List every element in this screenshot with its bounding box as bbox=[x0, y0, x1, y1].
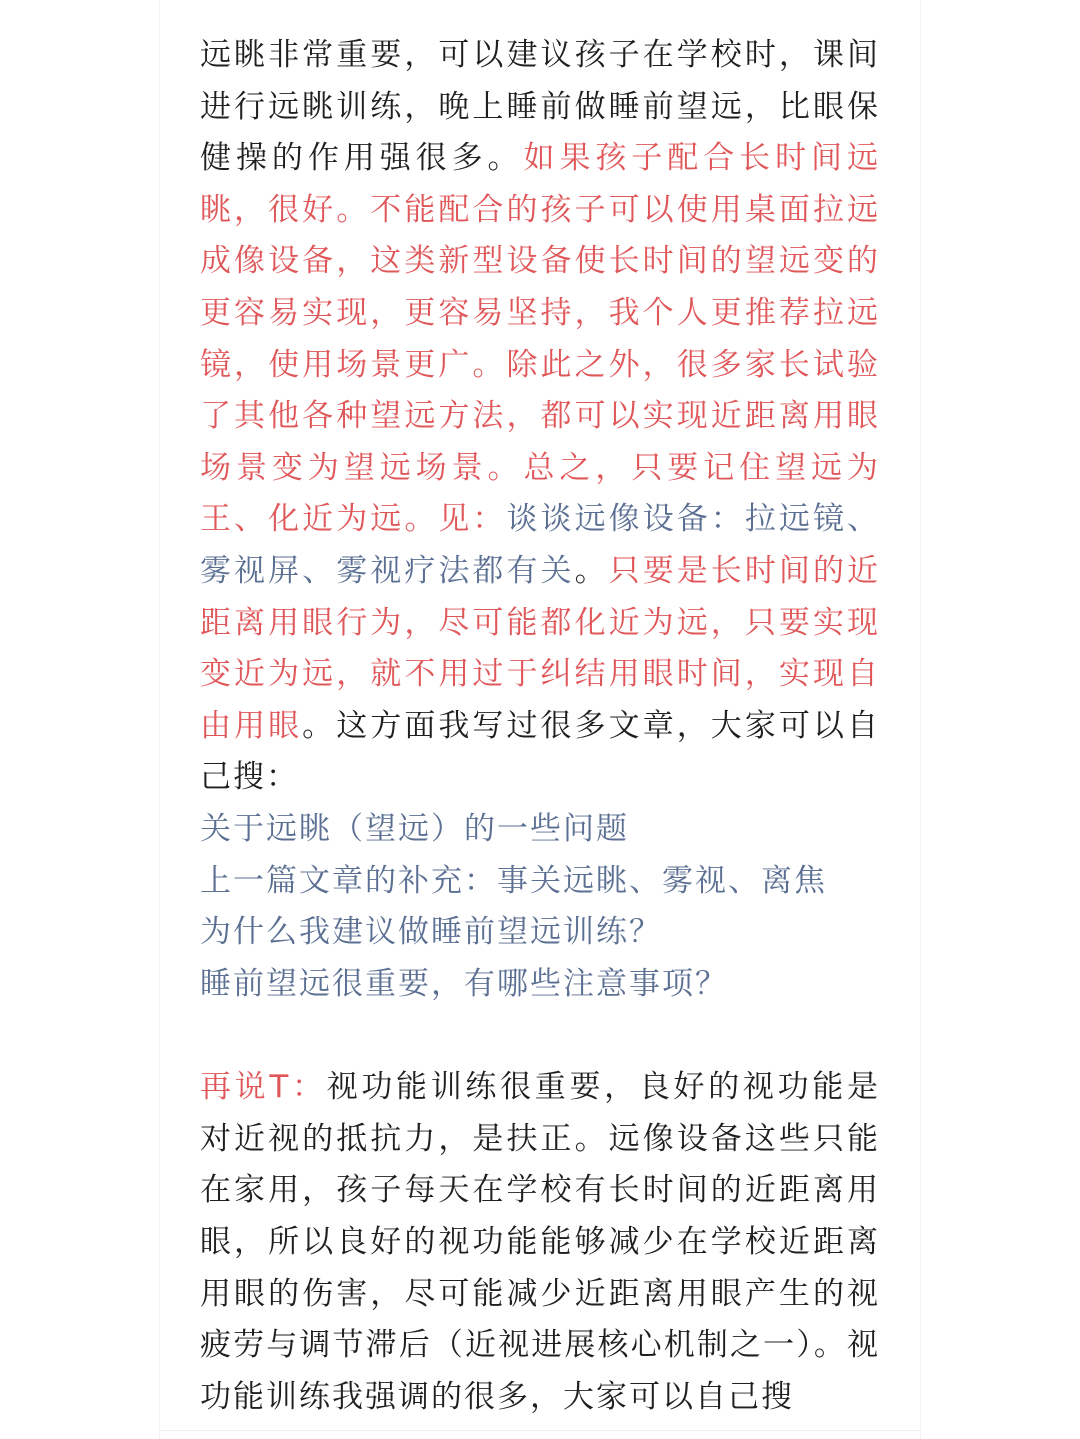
article-page bbox=[160, 0, 920, 1439]
paragraph-body-text: 视功能训练很重要，良好的视功能是对近视的抵抗力，是扶正。远像设备这些只能在家用，孩子每天在学校有长时间的近距离用眼，所以良好的视功能能够减少在学校近距离用眼的伤害，尽可能减少近距离用眼产生的视疲劳与调节滞后（近视进展核心机制之一）。视功能训练我强调的很多，大家可以自己搜 bbox=[200, 1069, 880, 1415]
article-content bbox=[200, 30, 880, 1423]
paragraph-distance-viewing bbox=[200, 30, 880, 804]
section-label: 再说T： bbox=[200, 1069, 327, 1106]
paragraph-spacer bbox=[200, 1010, 880, 1062]
inline-article-link[interactable]: 谈谈远像设备：拉远镜、雾视屏、雾视疗法都有关 bbox=[200, 501, 881, 589]
related-articles-list bbox=[200, 804, 880, 1010]
separator-text: 。 bbox=[574, 552, 609, 589]
highlight-text-1: 如果孩子配合长时间远眺，很好。不能配合的孩子可以使用桌面拉远成像设备，这类新型设备使长时间的望远变的更容易实现，更容易坚持，我个人更推荐拉远镜，使用场景更广。除此之外，很多家长试验了其他各种望远方法，都可以实现近距离用眼场景变为望远场景。总之，只要记住望远为王、化近为远。见： bbox=[200, 140, 880, 538]
highlight-text-2: 只要是长时间的近距离用眼行为，尽可能都化近为远，只要实现变近为远，就不用过于纠结用眼时间，实现自由用眼 bbox=[200, 552, 881, 744]
page-bottom-divider bbox=[160, 1430, 920, 1431]
related-article-link-2[interactable]: 上一篇文章的补充：事关远眺、雾视、离焦 bbox=[200, 862, 827, 899]
related-article-link-3[interactable]: 为什么我建议做睡前望远训练？ bbox=[200, 914, 662, 951]
paragraph-visual-function bbox=[200, 1062, 880, 1423]
related-article-link-4[interactable]: 睡前望远很重要，有哪些注意事项？ bbox=[200, 965, 728, 1002]
paragraph-intro-text: 远眺非常重要，可以建议孩子在学校时，课间进行远眺训练，晚上睡前做睡前望远，比眼保健操的作用强很多。 bbox=[200, 37, 880, 177]
paragraph-outro-text: 。这方面我写过很多文章，大家可以自己搜： bbox=[200, 707, 881, 796]
related-article-link-1[interactable]: 关于远眺（望远）的一些问题 bbox=[200, 810, 629, 847]
